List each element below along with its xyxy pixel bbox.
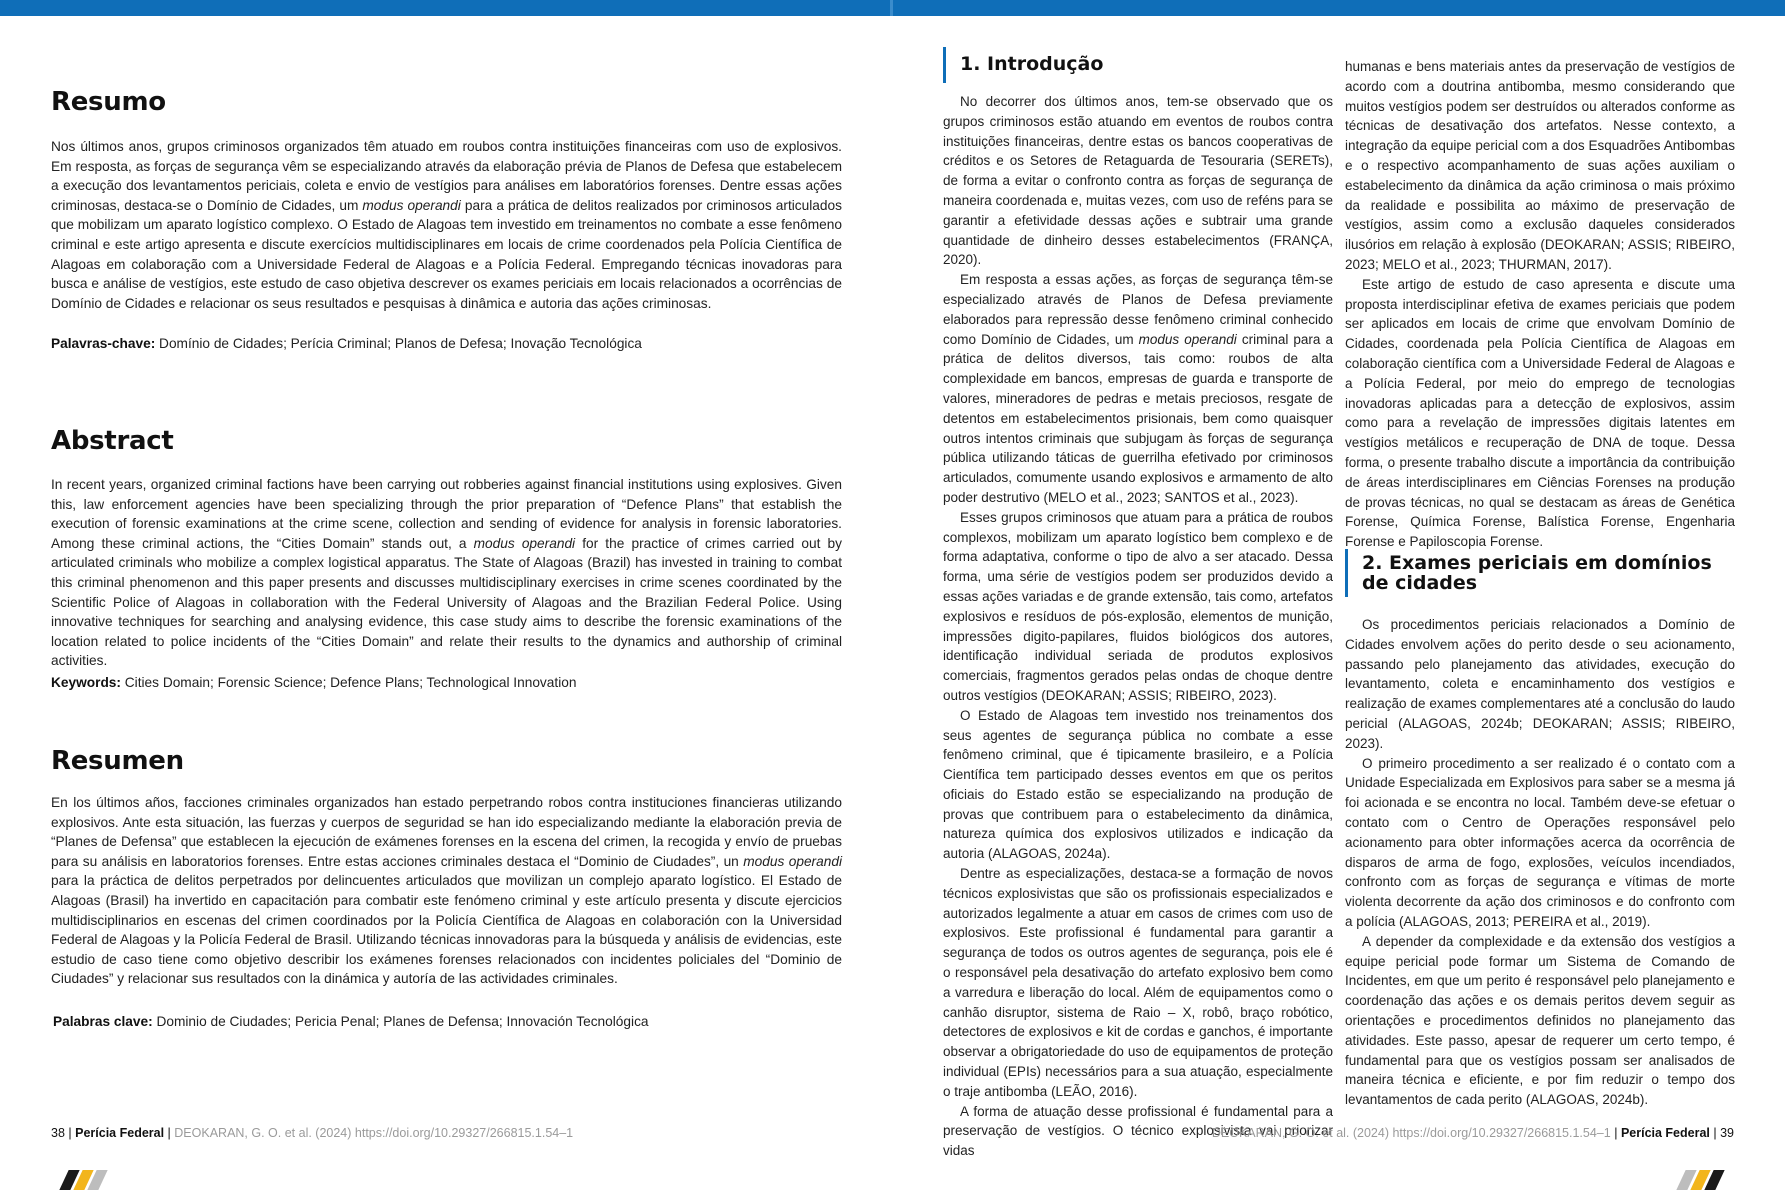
resumo-text: Nos últimos anos, grupos criminosos organizados têm atuado em roubos contra instituições financeiras com uso de explosivos. Em resposta, as forças de segurança vêm se especializando através da elaboração prévia de Planos de Defesa que estabelecem a execução dos levantamentos periciais, coleta e envio de vestígios para análises em laboratórios forenses. Dentre essas ações criminosas, destaca-se o Domínio de Cidades, um modus operandi para a prática de delitos realizados por criminosos articulados que mobilizam um aparato logístico complexo. O Estado de Alagoas tem investido em treinamentos no combate a esse fenômeno criminal e este artigo apresenta e discute exercícios multidisciplinares em locais de crime coordenados pela Polícia Científica de Alagoas em colaboração com a Universidade Federal de Alagoas e a Polícia Federal. Empregando técnicas inovadoras para busca e análise de vestígios, este estudo de caso objetiva descrever os exames periciais em locais relacionados a ocorrências de Domínio de Cidades e relacionar os seus resultados e pesquisas à dinâmica e autoria das ações criminosas. <box>51 139 842 311</box>
abstract-text: In recent years, organized criminal factions have been carrying out robberies against financial institutions using explosives. Given this, law enforcement agencies have been specializing through the prior preparation of “Defence Plans” that establish the execution of forensic examinations at the crime scene, collection and sending of evidence for analysis in forensic laboratories. Among these criminal actions, the “Cities Domain” stands out, a modus operandi for the practice of crimes carried out by articulated criminals who mobilize a complex logistical apparatus. The State of Alagoas (Brazil) has invested in training to combat this criminal phenomenon and this paper presents and discusses multidisciplinary exercises in crime scenes coordinated by the Scientific Police of Alagoas in collaboration with the Federal University of Alagoas and the Brazilian Federal Police. Using innovative techniques for searching and analysing evidence, this case study aims to describe the forensic examinations of the location related to police incidents of the “Cities Domain” and relate their results to the dynamics and authorship of criminal activities. <box>51 477 842 669</box>
paragraph: humanas e bens materiais antes da preservação de vestígios de acordo com a doutrina antibomba, mesmo considerando que muitos vestígios podem ser destruídos ou alterados conforme as técnicas de desativação dos artefatos. Nesse contexto, a integração da equipe pericial com a dos Esquadrões Antibombas e o respectivo acompanhamento de suas ações auxiliam o estabelecimento da dinâmica da ação criminosa o mais próximo da realidade e possibilita ao máximo de preservação de vestígios, assim como a exclusão daqueles considerados ilusórios em relação à explosão (DEOKARAN; ASSIS; RIBEIRO, 2023; MELO et al., 2023; THURMAN, 2017). <box>1345 59 1735 272</box>
resumen-keywords: Palabras clave: Dominio de Ciudades; Pericia Penal; Planes de Defensa; Innovación Tecnológica <box>53 1014 649 1029</box>
left-footer: 38 | Perícia Federal | DEOKARAN, G. O. et al. (2024) https://doi.org/10.29327/266815.1.54–1 <box>51 1126 574 1140</box>
abstract-keywords: Keywords: Cities Domain; Forensic Science; Defence Plans; Technological Innovation <box>51 675 577 690</box>
resumen-heading: Resumen <box>51 746 184 776</box>
paragraph: A forma de atuação desse profissional é fundamental para a preservação de vestígios. O técnico explosivista vai priorizar vidas <box>943 1103 1333 1159</box>
paragraph: Esses grupos criminosos que atuam para a prática de roubos complexos, mobilizam um aparato logístico bem complexo e de forma adaptativa, conforme o tipo de alvo a ser atacado. Dessa forma, uma série de vestígios podem ser produzidos devido a essas ações variadas e de grande extensão, tais como, artefatos explosivos e resíduos de pós-explosão, elementos de munição, impressões digito-papilares, fluidos biológicos dos autores, identificação individual seriada de produtos explosivos comerciais, fragmentos gerados pelas ondas de choque dentre outros vestígios (DEOKARAN; ASSIS; RIBEIRO, 2023). <box>943 509 1333 703</box>
paragraph: Este artigo de estudo de caso apresenta e discute uma proposta interdisciplinar efetiva de exames periciais que podem ser aplicados em locais de crime que envolvam Domínio de Cidades, coordenada pela Polícia Científica de Alagoas em colaboração científica com a Universidade Federal de Alagoas e a Polícia Federal, por meio do emprego de tecnologias inovadoras aplicadas para a detecção de explosivos, assim como para a revelação de impressões digitais latentes em vestígios metálicos e recuperação de DNA de toque. Dessa forma, o presente trabalho discute a importância da contribuição de áreas interdisciplinares em Ciências Forenses na produção de provas técnicas, no qual se destacam as áreas de Genética Forense, Química Forense, Balística Forense, Engenharia Forense e Papiloscopia Forense. <box>1345 276 1735 550</box>
left-page <box>0 0 892 1190</box>
right-column-a <box>943 92 1333 1161</box>
journal-name-right: Perícia Federal <box>1620 1126 1710 1140</box>
page-number-left: 38 <box>51 1126 65 1140</box>
right-column-b-lower <box>1345 615 1735 1110</box>
right-footer: DEOKARAN, G. O. et al. (2024) https://doi.org/10.29327/266815.1.54–1 | Perícia Federal | 39 <box>1211 1126 1734 1140</box>
paragraph: Dentre as especializações, destaca-se a formação de novos técnicos explosivistas que são os profissionais especializados e autorizados legalmente a atuar em casos de crimes com uso de explosivos. Este profissional é fundamental para garantir a segurança de todos os outros agentes de segurança, pois ele é o responsável pela desativação do artefato explosivo bem como a varredura e liberação do local. Além de equipamentos como o canhão disruptor, sistema de Raio – X, robô, braço robótico, detectores de explosivos e kit de cordas e ganchos, é importante observar a obrigatoriedade do uso de equipamentos de proteção individual (EPIs) necessários para a sua atuação, especialmente o traje antibomba (LEÃO, 2016). <box>943 866 1333 1099</box>
paragraph: O primeiro procedimento a ser realizado é o contato com a Unidade Especializada em Explosivos para saber se a mesma já foi acionada e se encontra no local. Também deve-se efetuar o contato com o Centro de Operações responsável pelo acionamento para obter informações acerca da ocorrência de disparos de arma de fogo, explosões, veículos incendiados, confronto com as forças de segurança e vítimas de morte violenta decorrente da ação dos criminosos e do confronto com a polícia (ALAGOAS, 2013; PEREIRA et al., 2019). <box>1345 755 1735 929</box>
left-corner-stripes <box>58 1170 118 1190</box>
paragraph: Em resposta a essas ações, as forças de segurança têm-se especializado através de Planos de Defesa previamente elaborados para repressão desse fenômeno criminal conhecido como Domínio de Cidades, um modus operandi criminal para a prática de delitos diversos, tais como: roubos de alta complexidade em bancos, empresas de guarda e transporte de valores, mineradores de pedras e metais preciosos, resgate de detentos em estabelecimentos prisionais, bem como quaisquer outros intentos criminais que subjugam às forças de segurança pública utilizando táticas de guerrilha efetivado por criminosos articulados, comumente usando explosivos e armamento de alto poder destrutivo (MELO et al., 2023; SANTOS et al., 2023). <box>943 272 1333 505</box>
journal-name-left: Perícia Federal <box>75 1126 165 1140</box>
paragraph: A depender da complexidade e da extensão dos vestígios a equipe pericial pode formar um Sistema de Comando de Incidentes, em que um perito é responsável pelo planejamento e coordenação das ações e os demais peritos devem seguir as orientações e procedimentos definidos no planejamento das atividades. Este passo, apesar de requerer um certo tempo, é fundamental para que os vestígios possam ser analisados de maneira técnica e eficiente, e por fim reduzir o tempo dos levantamentos de cada perito (ALAGOAS, 2024b). <box>1345 933 1735 1108</box>
paragraph: Os procedimentos periciais relacionados a Domínio de Cidades envolvem ações do perito desde o seu acionamento, passando pelo planejamento das atividades, execução do levantamento, coleta e encaminhamento dos vestígios e realização de exames complementares até a conclusão do laudo pericial (ALAGOAS, 2024b; DEOKARAN; ASSIS; RIBEIRO, 2023). <box>1345 617 1735 751</box>
page-number-right: 39 <box>1720 1126 1734 1140</box>
resumen-text: En los últimos años, facciones criminales organizados han estado perpetrando robos contra instituciones financieras utilizando explosivos. Ante esta situación, las fuerzas y cuerpos de seguridad se han ido especializando mediante la elaboración previa de “Planes de Defensa” que establecen la ejecución de exámenes forenses en la escena del crimen, la recogida y envío de pruebas para su análisis en laboratorios forenses. Entre estas acciones criminales destaca el “Dominio de Ciudades”, un modus operandi para la práctica de delitos perpetrados por delincuentes articulados que movilizan un complejo aparato logístico. El Estado de Alagoas (Brasil) ha invertido en capacitación para combatir este fenómeno criminal y este artículo presenta y discute ejercicios multidisciplinarios en escenas del crimen coordinados por la Policía Científica de Alagoas en colaboración con la Universidad Federal de Alagoas y la Policía Federal de Brasil. Utilizando técnicas innovadoras para la búsqueda y análisis de evidencias, este estudio de caso tiene como objetivo describir los exámenes forenses relacionados con incidentes policiales del “Dominio de Ciudades” y relacionar sus resultados con la dinámica y autoría de las actividades criminales. <box>51 795 842 987</box>
abstract-heading: Abstract <box>51 426 174 456</box>
right-column-b <box>1345 57 1735 552</box>
citation-right: DEOKARAN, G. O. et al. (2024) https://doi.org/10.29327/266815.1.54–1 <box>1211 1126 1611 1140</box>
citation-left: DEOKARAN, G. O. et al. (2024) https://doi.org/10.29327/266815.1.54–1 <box>174 1126 574 1140</box>
section-2-heading: 2. Exames periciais em domínios de cidades <box>1345 549 1722 597</box>
resumo-heading: Resumo <box>51 87 166 117</box>
section-1-heading: 1. Introdução <box>943 47 1103 83</box>
resumo-keywords: Palavras-chave: Domínio de Cidades; Perícia Criminal; Planos de Defesa; Inovação Tecnológica <box>51 336 642 351</box>
paragraph: O Estado de Alagoas tem investido nos treinamentos dos seus agentes de segurança pública no combate a esse fenômeno criminal, que é tipicamente brasileiro, e a Polícia Científica tem participado desses eventos em que os peritos oficiais do Estado estão se especializando na produção de provas que contribuem para o estabelecimento da dinâmica, natureza química dos explosivos utilizados e indicação da autoria (ALAGOAS, 2024a). <box>943 707 1333 862</box>
paragraph: No decorrer dos últimos anos, tem-se observado que os grupos criminosos estão atuando em eventos de roubos contra instituições financeiras, dentre estas os bancos cooperativas de créditos e os Setores de Retaguarda de Tesouraria (SERETs), de forma a evitar o confronto contra as forças de segurança de maneira coordenada e, muitas vezes, com uso de reféns para se garantir a efetividade dessas ações e subtrair uma grande quantidade de dinheiro desses estabelecimentos (FRANÇA, 2020). <box>943 94 1333 268</box>
right-corner-stripes <box>1675 1170 1735 1190</box>
